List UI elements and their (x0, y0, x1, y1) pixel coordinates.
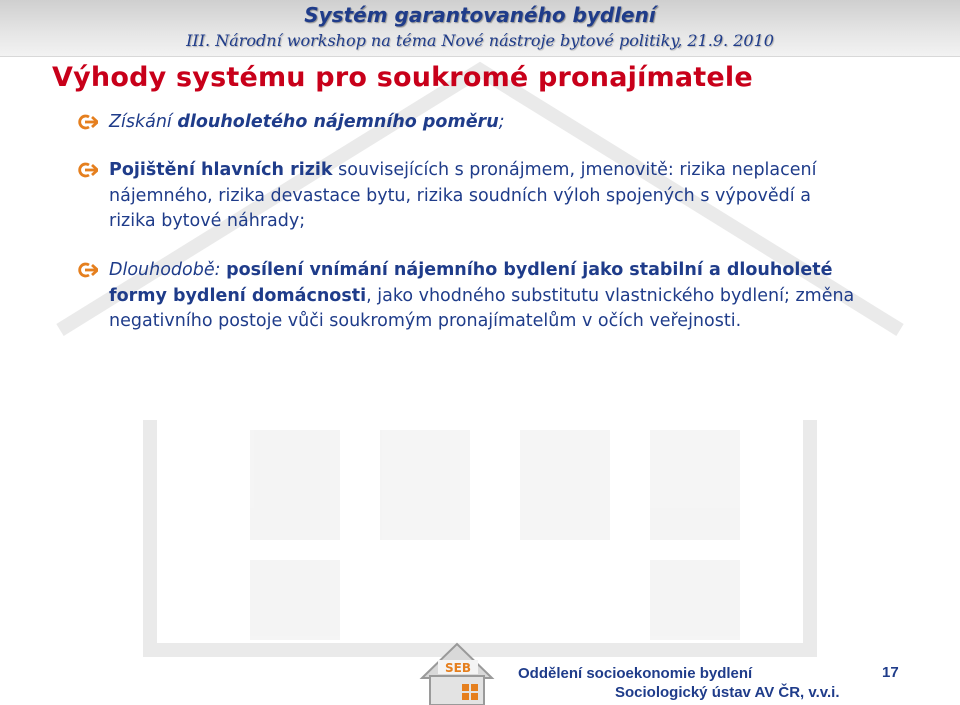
slide-title: Výhody systému pro soukromé pronajímatele (52, 62, 753, 93)
footer-institute: Sociologický ústav AV ČR, v.v.i. (615, 684, 840, 701)
arrow-bullet-icon (78, 160, 98, 180)
presentation-title: Systém garantovaného bydlení (304, 3, 656, 27)
arrow-bullet-icon (78, 112, 98, 132)
workshop-subtitle: III. Národní workshop na téma Nové nástroje bytové politiky, 21.9. 2010 (186, 31, 774, 50)
bullet-3-lead: Dlouhodobě: (109, 260, 227, 280)
bullet-1-lead: Získání (109, 112, 178, 132)
page-number: 17 (882, 664, 899, 681)
bullet-item-3 (78, 258, 858, 335)
seb-logo (418, 640, 496, 705)
bullet-2-body: souvisejících s pronájmem, jmenovitě: rizika neplacení nájemného, rizika devastace bytu, rizika soudních výloh spojených s výpovědí a rizika bytové náhrady; (109, 160, 817, 231)
bullet-3-body: , jako vhodného substitutu vlastnického bydlení; změna negativního postoje vůči soukromým pronajímatelům v očích veřejnosti. (109, 285, 855, 331)
bullet-1-tail: ; (498, 112, 505, 132)
bullet-1-emphasis: dlouholetého nájemního poměru (177, 112, 499, 132)
footer-department: Oddělení socioekonomie bydlení (518, 665, 753, 682)
logo-lettering: SEB (445, 661, 471, 675)
bullet-item-1 (78, 110, 858, 136)
bullet-item-2 (78, 158, 858, 235)
arrow-bullet-icon (78, 260, 98, 280)
bullet-3-emphasis: posílení vnímání nájemního bydlení jako stabilní a dlouholeté formy bydlení domácnosti (109, 260, 833, 306)
bullet-2-emphasis: Pojištění hlavních rizik (109, 160, 333, 180)
header-band (0, 0, 960, 57)
